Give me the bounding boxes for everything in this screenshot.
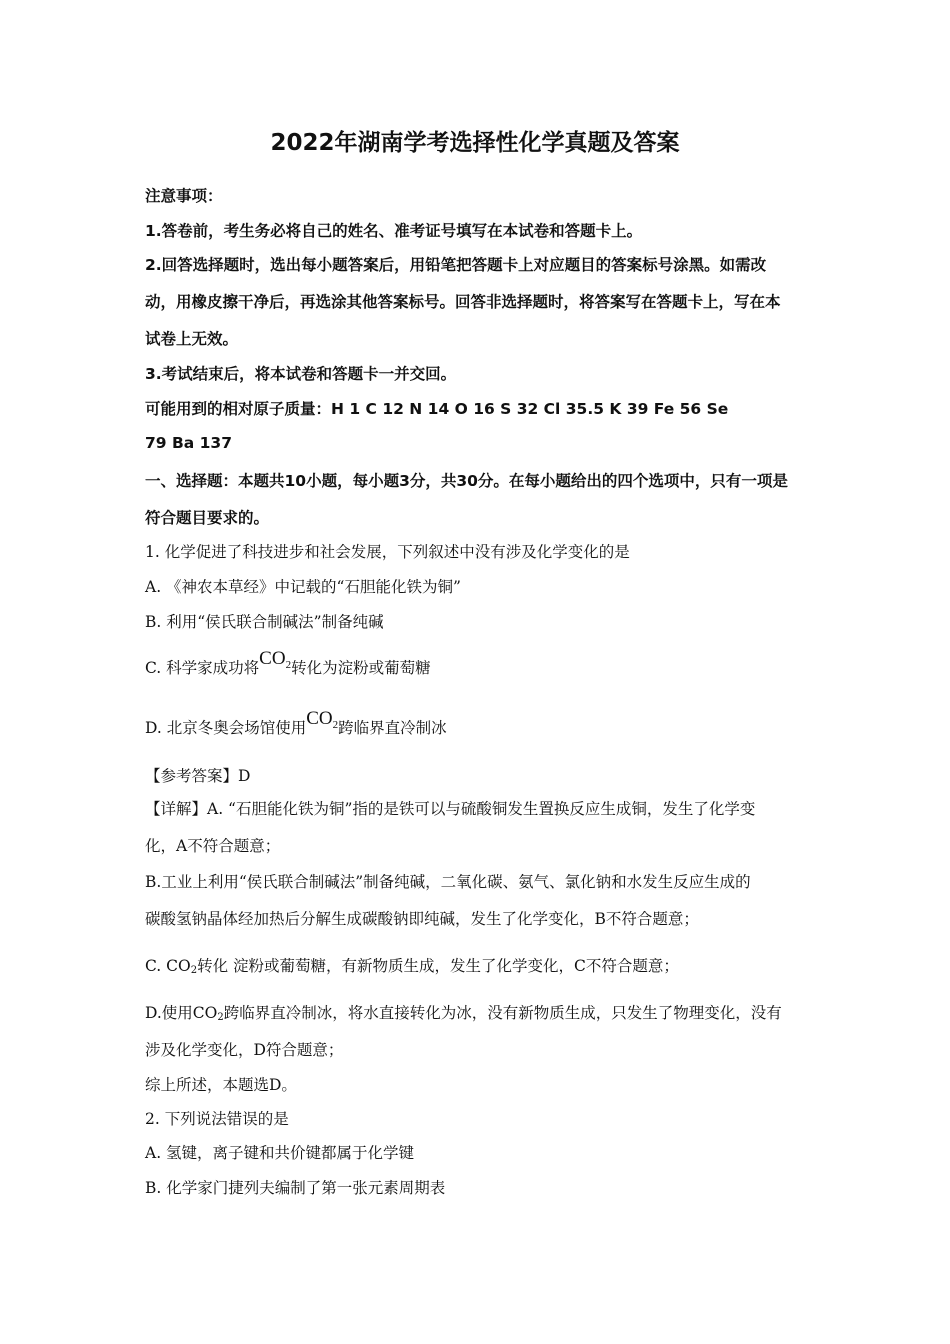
- notice-heading: 注意事项：: [145, 187, 223, 205]
- q1-explanation-b-line-2: 碳酸氢钠晶体经加热后分解生成碳酸钠即纯碱，发生了化学变化，B不符合题意；: [145, 910, 699, 928]
- q1-explanation-d-line-2: 涉及化学变化，D符合题意；: [145, 1041, 344, 1059]
- q1-explanation-c: C. CO2转化 淀粉或葡萄糖，有新物质生成，发生了化学变化，C不符合题意；: [145, 957, 679, 976]
- q1-explanation-a-line-1: 【详解】A. “石胆能化铁为铜”指的是铁可以与硫酸铜发生置换反应生成铜，发生了化学变: [145, 800, 756, 818]
- q1-option-c-pre: C. 科学家成功将: [145, 659, 260, 677]
- q1-answer: 【参考答案】D: [145, 767, 251, 785]
- q1-option-d-pre: D. 北京冬奥会场馆使用: [145, 719, 307, 737]
- q1-stem: 1. 化学促进了科技进步和社会发展，下列叙述中没有涉及化学变化的是: [145, 543, 630, 561]
- q1-option-c: [145, 648, 431, 679]
- q1-explanation-b-line-1: B.工业上利用“侯氏联合制碱法”制备纯碱，二氧化碳、氨气、氯化钠和水发生反应生成的: [145, 873, 751, 891]
- notice-item-2-line-1: 2.回答选择题时，选出每小题答案后，用铅笔把答题卡上对应题目的答案标号涂黑。如需改: [145, 256, 767, 274]
- co2-formula: $CO_2$: [259, 648, 292, 671]
- notice-item-2-line-2: 动，用橡皮擦干净后，再选涂其他答案标号。回答非选择题时，将答案写在答题卡上，写在本: [145, 293, 781, 311]
- q2-option-b: B. 化学家门捷列夫编制了第一张元素周期表: [145, 1179, 446, 1197]
- q1-explanation-a-line-2: 化，A不符合题意；: [145, 837, 281, 855]
- q1-option-d-post: 跨临界直冷制冰: [338, 719, 447, 737]
- q1-option-c-post: 转化为淀粉或葡萄糖: [291, 659, 431, 677]
- q2-stem: 2. 下列说法错误的是: [145, 1110, 289, 1128]
- page-title: 2022年湖南学考选择性化学真题及答案: [270, 130, 680, 156]
- section-heading-line-1: 一、选择题：本题共10小题，每小题3分，共30分。在每小题给出的四个选项中，只有一项是: [145, 472, 788, 490]
- co2-formula: $CO_2$: [306, 708, 339, 731]
- q2-option-a: A. 氢键，离子键和共价键都属于化学键: [145, 1144, 415, 1162]
- q1-option-a: A. 《神农本草经》中记载的“石胆能化铁为铜”: [145, 578, 461, 596]
- q1-option-b: B. 利用“侯氏联合制碱法”制备纯碱: [145, 613, 384, 631]
- atomic-mass-line-2: 79 Ba 137: [145, 434, 232, 452]
- notice-item-2-line-3: 试卷上无效。: [145, 330, 239, 348]
- q1-option-d: [145, 708, 447, 739]
- q1-summary: 综上所述，本题选D。: [145, 1076, 297, 1094]
- q1-explanation-d-line-1: D.使用CO2跨临界直冷制冰，将水直接转化为冰，没有新物质生成，只发生了物理变化，没有: [145, 1004, 782, 1023]
- notice-item-1: 1.答卷前，考生务必将自己的姓名、准考证号填写在本试卷和答题卡上。: [145, 222, 643, 240]
- notice-item-3: 3.考试结束后，将本试卷和答题卡一并交回。: [145, 365, 457, 383]
- section-heading-line-2: 符合题目要求的。: [145, 509, 270, 527]
- atomic-mass-line-1: 可能用到的相对原子质量：H 1 C 12 N 14 O 16 S 32 Cl 35.5 K 39 Fe 56 Se: [145, 400, 729, 418]
